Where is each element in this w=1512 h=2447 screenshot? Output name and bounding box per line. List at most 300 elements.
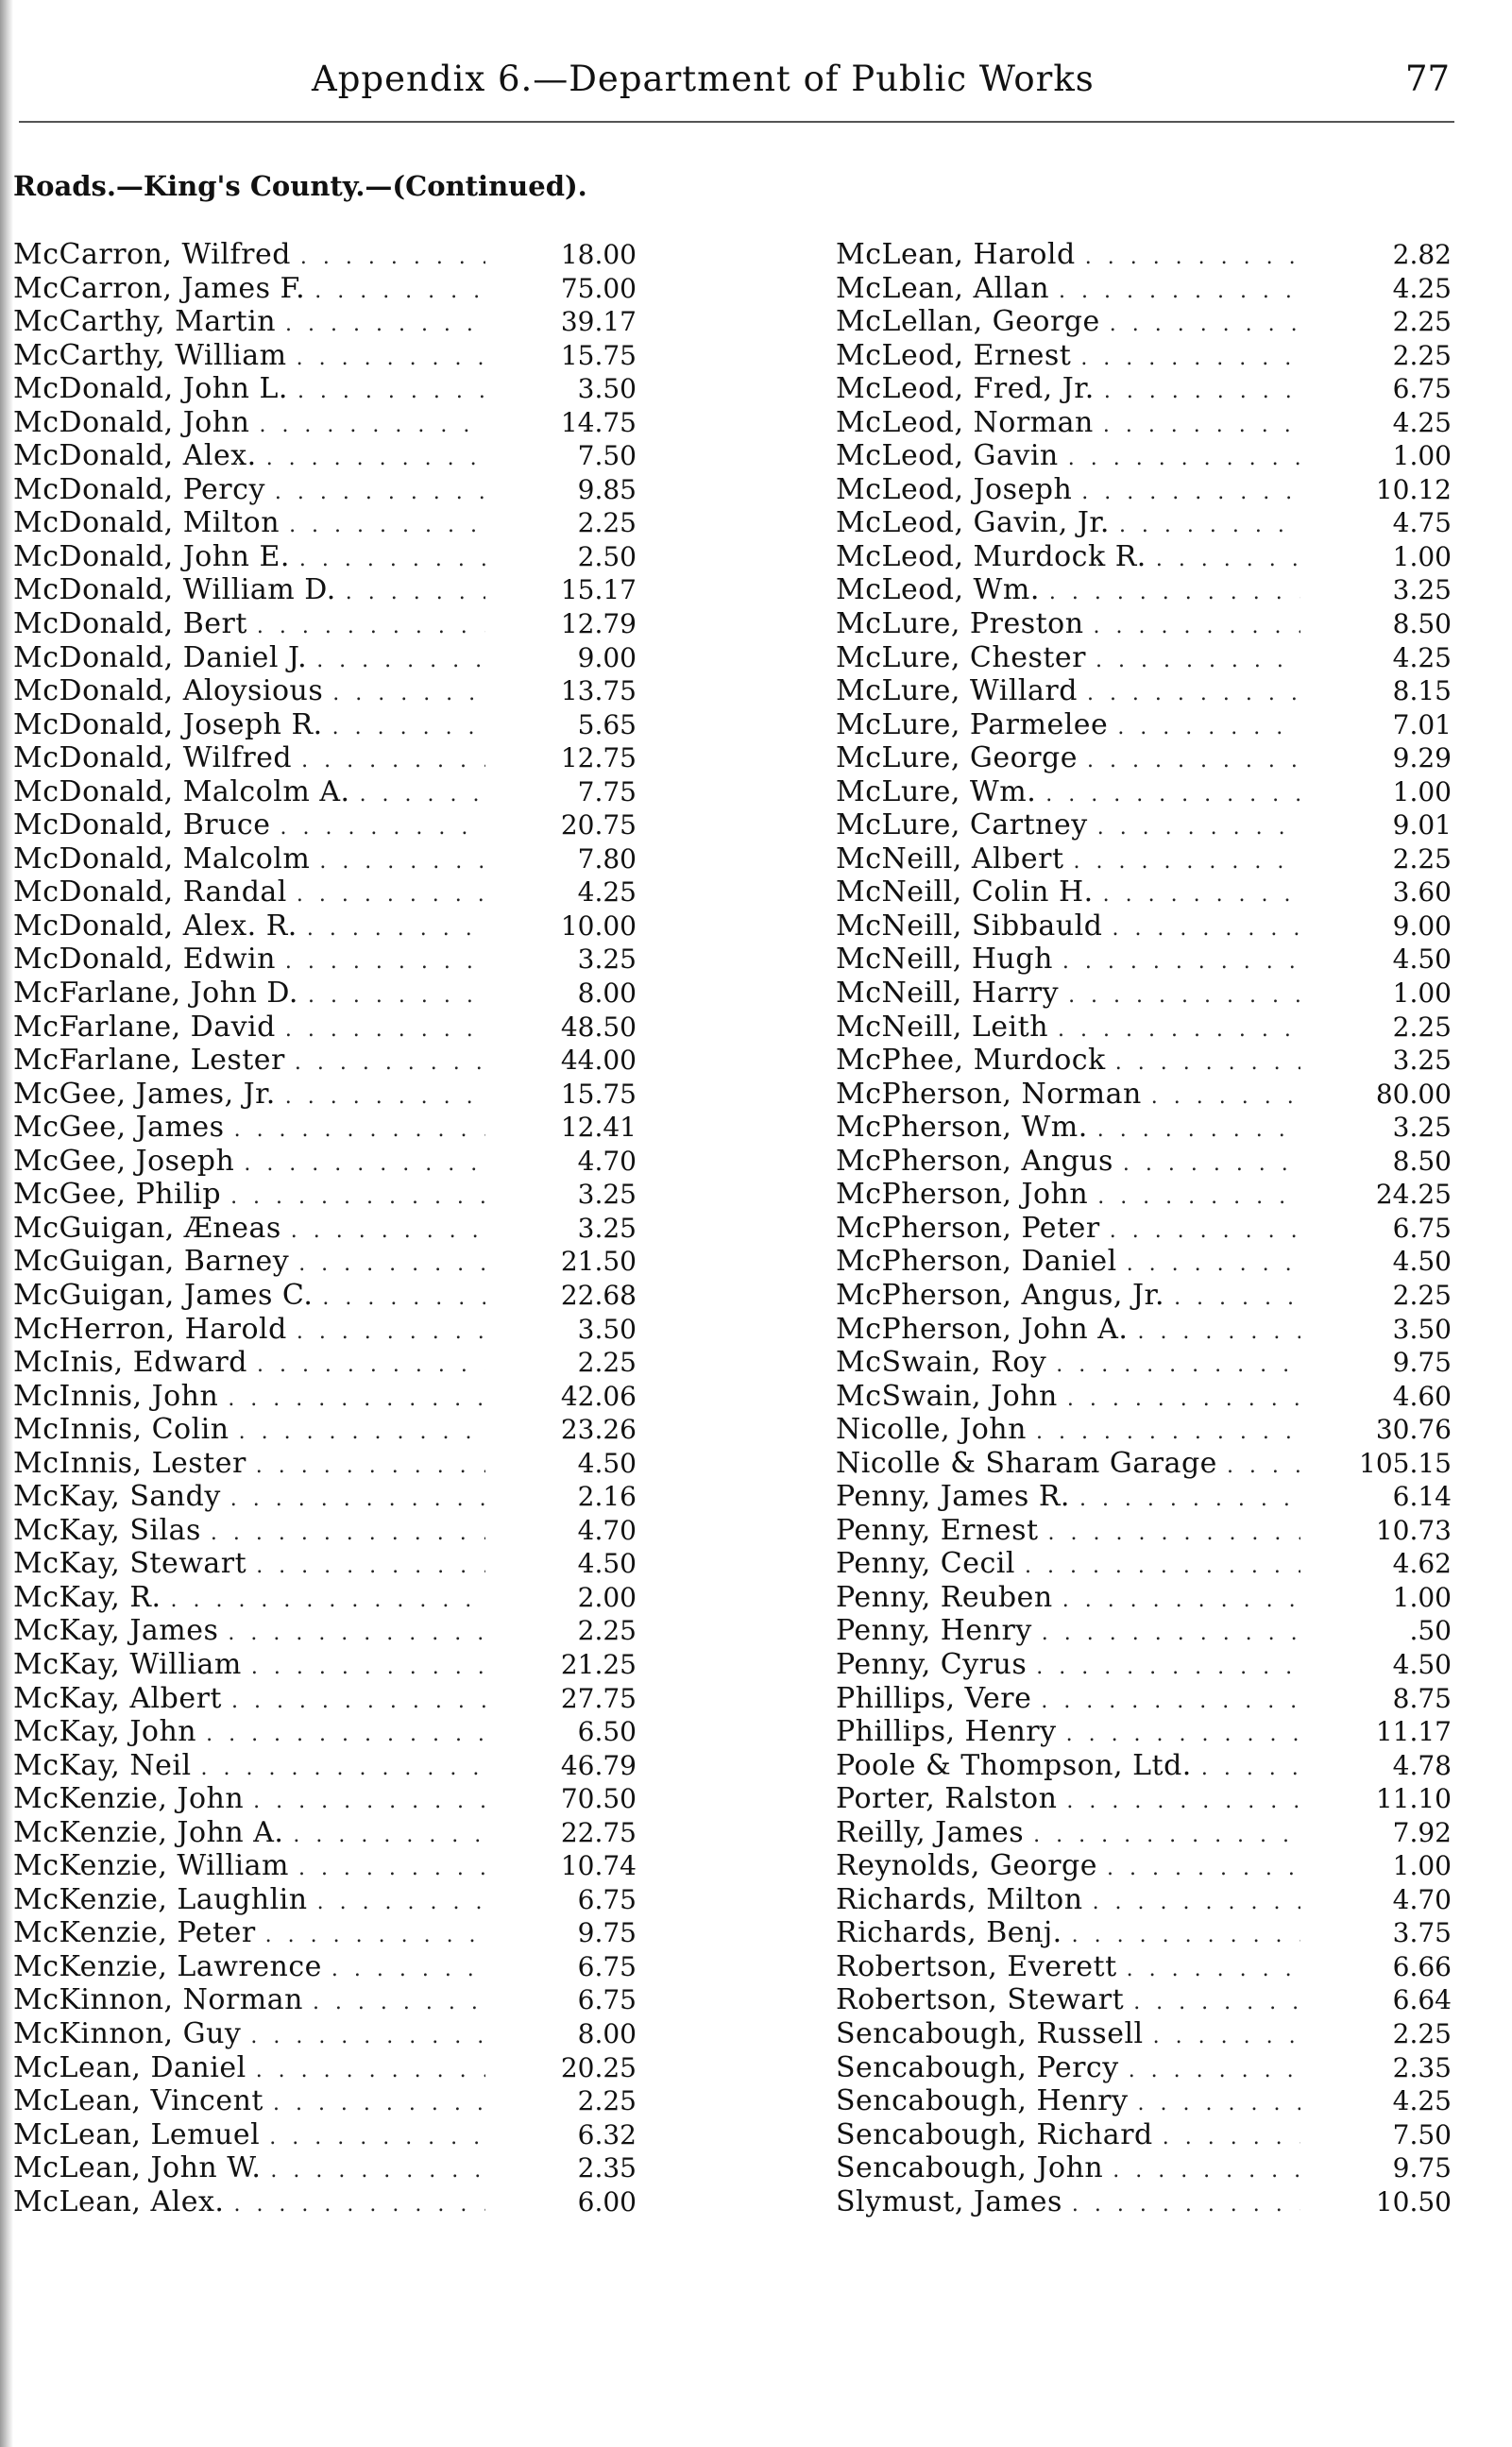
entry-amount: 10.50	[1375, 2185, 1452, 2218]
running-head	[0, 59, 1512, 106]
entry-amount: 12.41	[560, 1112, 637, 1144]
entry-name: McNeill, Harry	[836, 977, 1060, 1011]
list-item	[836, 909, 1459, 943]
list-item	[836, 1983, 1459, 2017]
entry-name: McKay, John	[13, 1715, 197, 1749]
entry-name: McInnis, Lester	[13, 1446, 246, 1480]
entry-amount: 6.14	[1392, 1481, 1452, 1513]
entry-name: Sencabough, Henry	[836, 2084, 1129, 2118]
list-item	[836, 1480, 1459, 1514]
list-item	[13, 1816, 655, 1850]
entry-amount: 4.25	[1392, 272, 1452, 304]
entry-name-with-leader	[13, 977, 495, 1010]
entry-name-with-leader	[13, 1514, 495, 1547]
entry-name-with-leader	[836, 1883, 1310, 1916]
entry-name-with-leader	[13, 573, 495, 606]
dot-leader	[1153, 2025, 1300, 2048]
entry-amount: 1.00	[1392, 1581, 1452, 1613]
entry-name: McInnis, Colin	[13, 1413, 229, 1447]
entry-name: McGee, Philip	[13, 1178, 222, 1212]
entry-name-with-leader	[836, 2051, 1310, 2084]
entry-amount: 9.00	[1392, 909, 1452, 942]
dot-leader	[289, 514, 485, 537]
entry-amount: 3.25	[577, 943, 637, 976]
dot-leader	[230, 1185, 485, 1209]
entry-name-with-leader	[836, 2185, 1310, 2218]
entry-name-with-leader	[13, 406, 495, 439]
entry-name: McLeod, Wm.	[836, 573, 1040, 607]
list-item	[836, 775, 1459, 809]
entry-name-with-leader	[13, 1614, 495, 1647]
entry-name: Robertson, Everett	[836, 1949, 1117, 1983]
dot-leader	[1087, 749, 1300, 773]
entry-name-with-leader	[836, 1413, 1310, 1446]
entry-name: McDonald, Percy	[13, 472, 265, 506]
entry-name-with-leader	[13, 473, 495, 506]
list-item	[836, 2151, 1459, 2185]
entry-name: McLeod, Fred, Jr.	[836, 372, 1095, 406]
entry-name: McKinnon, Norman	[13, 1983, 303, 2017]
entry-name-with-leader	[836, 1447, 1310, 1480]
entry-amount: 2.35	[1392, 2051, 1452, 2083]
list-item	[836, 1950, 1459, 1984]
entry-name: McKenzie, Laughlin	[13, 1882, 308, 1916]
list-item	[836, 674, 1459, 708]
dot-leader	[307, 917, 485, 941]
dot-leader	[1067, 1387, 1300, 1411]
entry-name: McCarthy, Martin	[13, 305, 277, 339]
entry-amount: 8.15	[1392, 675, 1452, 707]
dot-leader	[1123, 1152, 1300, 1176]
entry-name: McPherson, John A.	[836, 1312, 1129, 1346]
entry-name-with-leader	[13, 1715, 495, 1748]
entry-name-with-leader	[836, 1245, 1310, 1278]
entry-amount: 15.75	[560, 339, 637, 371]
dot-leader	[234, 1118, 485, 1142]
entry-amount: 2.16	[577, 1481, 637, 1513]
list-item	[836, 473, 1459, 507]
entry-name: McFarlane, Lester	[13, 1044, 285, 1078]
page-binding-edge	[0, 0, 13, 2447]
dot-leader	[228, 1622, 485, 1645]
entry-amount: 9.01	[1392, 809, 1452, 841]
dot-leader	[1079, 1487, 1300, 1511]
list-item	[836, 708, 1459, 742]
list-item	[13, 1648, 655, 1682]
header-rule	[19, 121, 1454, 123]
list-item	[13, 372, 655, 406]
dot-leader	[1201, 1757, 1300, 1780]
entry-name: McKenzie, John A.	[13, 1815, 284, 1849]
entry-name-with-leader	[13, 741, 495, 774]
entry-name-with-leader	[13, 1648, 495, 1681]
list-item	[13, 977, 655, 1011]
list-item	[13, 1380, 655, 1414]
entry-name-with-leader	[13, 1749, 495, 1782]
entry-name-with-leader	[836, 1682, 1310, 1715]
entry-name-with-leader	[836, 909, 1310, 943]
entry-name-with-leader	[13, 2118, 495, 2151]
entry-name-with-leader	[836, 1480, 1310, 1513]
entry-name: McFarlane, John D.	[13, 977, 298, 1011]
dot-leader	[211, 1521, 485, 1545]
dot-leader	[1104, 380, 1300, 403]
list-item	[13, 506, 655, 540]
dot-leader	[301, 749, 485, 773]
entry-name-with-leader	[13, 1849, 495, 1882]
entry-name: McGee, James	[13, 1111, 225, 1145]
entry-name-with-leader	[13, 2084, 495, 2117]
entry-name: Penny, Cyrus	[836, 1647, 1028, 1681]
entry-name-with-leader	[836, 1849, 1310, 1882]
list-item	[836, 1178, 1459, 1212]
list-item	[836, 1212, 1459, 1246]
entry-name-with-leader	[13, 1313, 495, 1346]
entry-name: McLean, Harold	[836, 238, 1076, 271]
list-item	[836, 1715, 1459, 1749]
entry-name-with-leader	[13, 943, 495, 976]
dot-leader	[308, 984, 485, 1008]
entry-name: McPherson, Norman	[836, 1077, 1142, 1111]
entry-name: McDonald, Bert	[13, 607, 247, 641]
list-item	[13, 607, 655, 641]
dot-leader	[1068, 984, 1300, 1008]
entry-amount: 9.75	[1392, 2152, 1452, 2184]
list-item	[13, 1749, 655, 1783]
entry-name: McDonald, Aloysious	[13, 674, 324, 708]
dot-leader	[291, 1219, 485, 1243]
list-item	[13, 1279, 655, 1313]
entry-name: McGuigan, Barney	[13, 1245, 290, 1279]
entry-name: Nicolle & Sharam Garage	[836, 1446, 1217, 1480]
entry-amount: 10.00	[560, 909, 637, 942]
entry-amount: 2.35	[577, 2152, 637, 2184]
dot-leader	[273, 2092, 485, 2116]
list-item	[13, 1581, 655, 1615]
dot-leader	[1227, 1454, 1300, 1478]
entry-amount: 11.10	[1375, 1783, 1452, 1815]
list-item	[13, 741, 655, 775]
dot-leader	[1174, 1286, 1300, 1310]
entry-name: McDonald, Wilfred	[13, 741, 293, 775]
entry-name: Reynolds, George	[836, 1849, 1098, 1883]
entry-amount: .50	[1409, 1615, 1452, 1647]
entry-name-with-leader	[13, 2151, 495, 2184]
dot-leader	[256, 2059, 485, 2082]
list-item	[836, 439, 1459, 473]
entry-name-with-leader	[13, 1983, 495, 2016]
list-item	[13, 1111, 655, 1145]
entry-amount: 8.50	[1392, 1145, 1452, 1177]
entry-name-with-leader	[13, 1011, 495, 1044]
entry-amount: 2.25	[577, 1615, 637, 1647]
entry-name: McDonald, Joseph R.	[13, 707, 323, 741]
list-item	[13, 708, 655, 742]
entry-name: Penny, Cecil	[836, 1547, 1015, 1581]
dot-leader	[346, 581, 485, 604]
entry-amount: 6.75	[577, 1883, 637, 1915]
entry-name-with-leader	[836, 272, 1310, 305]
entry-name: McNeill, Sibbauld	[836, 909, 1103, 943]
entry-amount: 4.25	[1392, 641, 1452, 673]
entry-amount: 11.17	[1375, 1716, 1452, 1748]
entry-name: McLean, Alex.	[13, 2184, 225, 2218]
dot-leader	[1163, 2126, 1300, 2150]
dot-leader	[1115, 1051, 1300, 1075]
dot-leader	[1085, 246, 1300, 269]
entry-name-with-leader	[13, 1078, 495, 1111]
entry-name: McLure, George	[836, 741, 1079, 775]
list-item	[13, 339, 655, 373]
entry-name: Sencabough, John	[836, 2151, 1104, 2185]
entry-name: Porter, Ralston	[836, 1782, 1058, 1816]
entry-name-with-leader	[836, 674, 1310, 707]
dot-leader	[257, 1353, 485, 1377]
dot-leader	[1072, 2193, 1300, 2217]
entry-name: McLure, Cartney	[836, 808, 1088, 842]
entry-name: McSwain, John	[836, 1379, 1058, 1413]
list-item	[13, 1044, 655, 1078]
entry-name: Poole & Thompson, Ltd.	[836, 1748, 1192, 1782]
list-item	[836, 339, 1459, 373]
entry-name-with-leader	[13, 1111, 495, 1144]
entry-amount: 4.25	[577, 876, 637, 909]
list-item	[836, 1447, 1459, 1481]
list-item	[13, 1078, 655, 1112]
entry-amount: 9.75	[1392, 1347, 1452, 1379]
entry-name-with-leader	[13, 372, 495, 405]
entry-name: McInnis, John	[13, 1379, 219, 1413]
dot-leader	[297, 883, 485, 907]
entry-amount: 6.50	[577, 1716, 637, 1748]
entry-name: McGuigan, James C.	[13, 1278, 314, 1312]
entry-amount: 5.65	[577, 708, 637, 740]
entry-amount: 46.79	[560, 1749, 637, 1781]
right-column-list	[836, 238, 1459, 2218]
entry-amount: 4.50	[1392, 1648, 1452, 1680]
entry-name-with-leader	[13, 641, 495, 674]
entry-amount: 3.50	[577, 373, 637, 405]
entry-name: Phillips, Vere	[836, 1681, 1032, 1715]
entry-amount: 1.00	[1392, 540, 1452, 572]
dot-leader	[1113, 2159, 1300, 2183]
entry-amount: 10.73	[1375, 1514, 1452, 1546]
entry-amount: 2.25	[1392, 2017, 1452, 2049]
entry-name-with-leader	[13, 1916, 495, 1949]
list-item	[13, 238, 655, 272]
list-item	[836, 238, 1459, 272]
entry-amount: 3.25	[1392, 1045, 1452, 1077]
list-item	[836, 1581, 1459, 1615]
entry-amount: 7.50	[1392, 2118, 1452, 2150]
dot-leader	[297, 1320, 485, 1344]
entry-name: McSwain, Roy	[836, 1346, 1047, 1380]
entry-name: McFarlane, David	[13, 1010, 276, 1044]
list-item	[13, 1178, 655, 1212]
dot-leader	[270, 2159, 485, 2183]
entry-name-with-leader	[13, 607, 495, 640]
entry-name: McDonald, John E.	[13, 539, 290, 573]
entry-name-with-leader	[836, 607, 1310, 640]
entry-name: McKenzie, Peter	[13, 1916, 256, 1950]
entry-amount: 1.00	[1392, 440, 1452, 472]
entry-name: McLeod, Norman	[836, 405, 1094, 439]
entry-name: McPherson, Peter	[836, 1211, 1100, 1245]
entry-name: McInis, Edward	[13, 1346, 247, 1380]
list-item	[836, 1145, 1459, 1179]
entry-name: McPherson, John	[836, 1178, 1089, 1212]
entry-name-with-leader	[13, 1447, 495, 1480]
entry-amount: 8.75	[1392, 1682, 1452, 1714]
entry-name-with-leader	[13, 1480, 495, 1513]
entry-name: McLean, John W.	[13, 2151, 262, 2185]
entry-amount: 6.00	[577, 2185, 637, 2218]
list-item	[836, 372, 1459, 406]
list-item	[13, 1849, 655, 1883]
entry-name-with-leader	[836, 1514, 1310, 1547]
entry-name: McDonald, Edwin	[13, 943, 276, 977]
entry-name-with-leader	[836, 439, 1310, 472]
entry-amount: 20.75	[560, 809, 637, 841]
entry-amount: 10.12	[1375, 473, 1452, 505]
list-item	[836, 1916, 1459, 1950]
entry-amount: 8.00	[577, 2017, 637, 2049]
entry-name-with-leader	[836, 1111, 1310, 1144]
dot-leader	[1062, 950, 1300, 974]
dot-leader	[1041, 1690, 1300, 1713]
entry-amount: 4.50	[1392, 943, 1452, 976]
entry-name-with-leader	[836, 1212, 1310, 1245]
list-item	[836, 943, 1459, 977]
dot-leader	[1074, 850, 1301, 874]
entry-amount: 3.75	[1392, 1917, 1452, 1949]
entry-amount: 14.75	[560, 406, 637, 438]
dot-leader	[298, 1857, 485, 1880]
dot-leader	[231, 1690, 485, 1713]
list-item	[836, 1514, 1459, 1548]
list-item	[13, 2185, 655, 2219]
dot-leader	[297, 380, 485, 403]
entry-name-with-leader	[836, 1011, 1310, 1044]
list-item	[13, 573, 655, 607]
dot-leader	[314, 280, 485, 303]
entry-amount: 21.25	[560, 1648, 637, 1680]
entry-name-with-leader	[836, 238, 1310, 271]
list-item	[13, 1614, 655, 1648]
entry-name-with-leader	[13, 540, 495, 573]
entry-amount: 8.50	[1392, 608, 1452, 640]
entry-name: Phillips, Henry	[836, 1715, 1057, 1749]
entry-amount: 27.75	[560, 1682, 637, 1714]
entry-name: McDonald, Daniel J.	[13, 640, 308, 674]
dot-leader	[360, 783, 485, 807]
entry-name: McKay, Neil	[13, 1748, 192, 1782]
list-item	[836, 1380, 1459, 1414]
list-item	[836, 977, 1459, 1011]
entry-amount: 30.76	[1375, 1414, 1452, 1446]
list-item	[13, 1011, 655, 1045]
entry-amount: 2.25	[1392, 1279, 1452, 1311]
dot-leader	[316, 649, 485, 672]
entry-name: McLeod, Gavin, Jr.	[836, 506, 1110, 540]
entry-name: McDonald, Bruce	[13, 808, 271, 842]
entry-name-with-leader	[13, 1380, 495, 1413]
entry-amount: 4.78	[1392, 1749, 1452, 1781]
entry-name-with-leader	[13, 1581, 495, 1614]
entry-name: Richards, Milton	[836, 1882, 1083, 1916]
entry-amount: 42.06	[560, 1380, 637, 1412]
list-item	[836, 1547, 1459, 1581]
entry-amount: 12.79	[560, 608, 637, 640]
entry-name: McDonald, William D.	[13, 573, 336, 607]
entry-name-with-leader	[836, 1145, 1310, 1178]
dot-leader	[1151, 1085, 1300, 1109]
dot-leader	[1156, 548, 1300, 571]
entry-name-with-leader	[836, 808, 1310, 841]
entry-name: McGee, Joseph	[13, 1144, 235, 1178]
dot-leader	[1056, 1353, 1300, 1377]
list-item	[13, 641, 655, 675]
list-item	[836, 1749, 1459, 1783]
list-item	[13, 2084, 655, 2118]
list-item	[13, 909, 655, 943]
entry-name-with-leader	[13, 506, 495, 539]
entry-amount: 1.00	[1392, 775, 1452, 807]
entry-name-with-leader	[836, 1044, 1310, 1077]
dot-leader	[1033, 1824, 1300, 1847]
entry-name: McKay, William	[13, 1647, 242, 1681]
entry-name: McGuigan, Æneas	[13, 1211, 281, 1245]
entry-name: Sencabough, Richard	[836, 2117, 1153, 2151]
entry-name-with-leader	[836, 2017, 1310, 2050]
entry-name: Reilly, James	[836, 1815, 1025, 1849]
entry-name-with-leader	[836, 1279, 1310, 1312]
list-item	[836, 1111, 1459, 1145]
list-item	[836, 506, 1459, 540]
entry-amount: 75.00	[560, 272, 637, 304]
dot-leader	[269, 2126, 485, 2150]
list-item	[13, 1480, 655, 1514]
entry-name-with-leader	[836, 1983, 1310, 2016]
dot-leader	[1129, 2059, 1300, 2082]
entry-name-with-leader	[836, 1380, 1310, 1413]
entry-name: McLeod, Murdock R.	[836, 539, 1147, 573]
entry-name-with-leader	[836, 875, 1310, 909]
list-item	[836, 1883, 1459, 1917]
list-item	[836, 1346, 1459, 1380]
dot-leader	[1080, 347, 1300, 370]
dot-leader	[1045, 783, 1300, 807]
dot-leader	[170, 1589, 485, 1612]
entry-name-with-leader	[13, 1782, 495, 1815]
dot-leader	[322, 1286, 485, 1310]
dot-leader	[1137, 1320, 1300, 1344]
entry-amount: 22.75	[560, 1816, 637, 1848]
entry-name: McKenzie, John	[13, 1782, 245, 1816]
entry-name: McDonald, Malcolm	[13, 841, 311, 875]
entry-amount: 9.29	[1392, 742, 1452, 774]
entry-name: McLure, Willard	[836, 674, 1078, 708]
entry-name: McLure, Parmelee	[836, 707, 1109, 741]
dot-leader	[1042, 1622, 1300, 1645]
entry-amount: 22.68	[560, 1279, 637, 1311]
dot-leader	[1093, 1891, 1300, 1914]
entry-name: McPhee, Murdock	[836, 1044, 1106, 1078]
entry-name-with-leader	[13, 842, 495, 875]
entry-amount: 4.50	[577, 1548, 637, 1580]
entry-name: McLeod, Gavin	[836, 439, 1059, 473]
list-item	[836, 741, 1459, 775]
